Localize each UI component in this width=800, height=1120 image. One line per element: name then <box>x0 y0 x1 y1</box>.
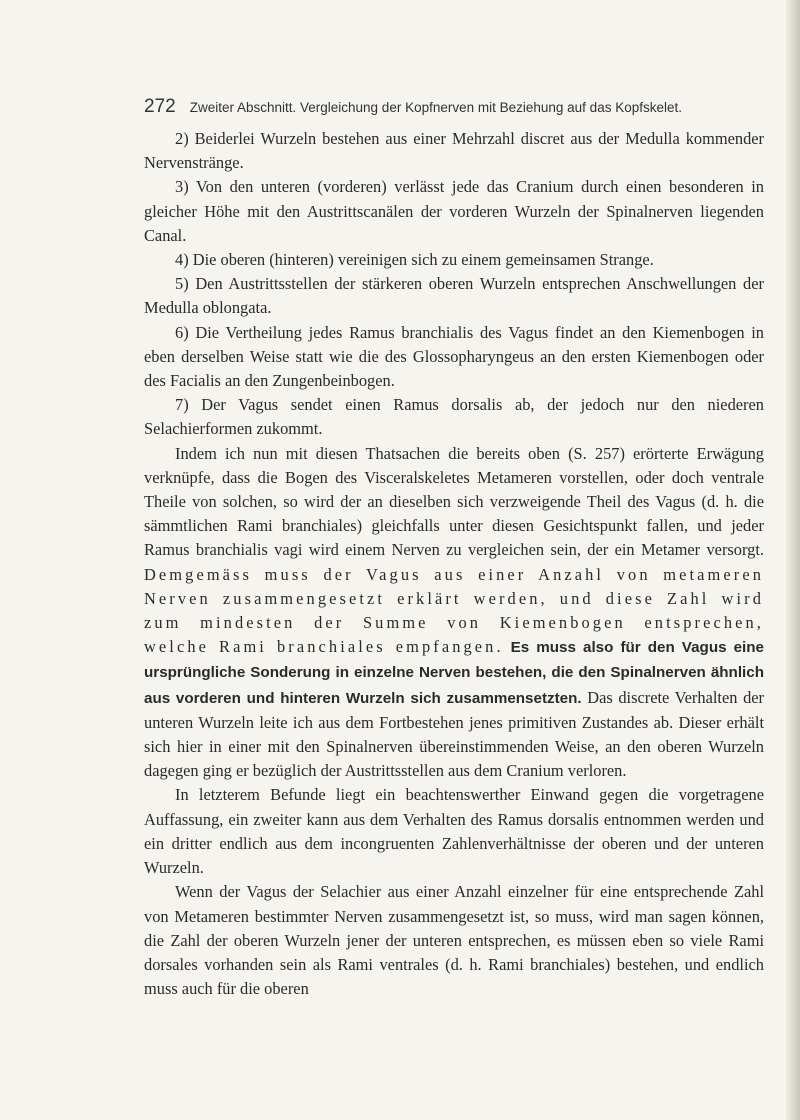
paragraph-7 <box>144 442 764 784</box>
paragraph-2: 3) Von den unteren (vorderen) verlässt jede das Cranium durch einen besonderen in gleicher Höhe mit den Austrittscanälen der vorderen Wurzeln der Spinalnerven liegenden Canal. <box>144 177 764 245</box>
paragraph-4: 5) Den Austrittsstellen der stärkeren oberen Wurzeln entsprechen Anschwellungen der Medulla oblongata. <box>144 274 764 318</box>
bold-emphasis: Es muss also für den Vagus eine ursprüngliche Sonderung in einzelne Nerven bestehen, die den Spinalnerven ähnlich aus vorderen und hinteren Wurzeln sich zusammensetzten. <box>144 639 764 707</box>
paragraph-3: 4) Die oberen (hinteren) vereinigen sich zu einem gemeinsamen Strange. <box>175 250 654 270</box>
paragraph-6: 7) Der Vagus sendet einen Ramus dorsalis ab, der jedoch nur den niederen Selachierformen zukommt. <box>144 395 764 439</box>
paragraph-7-tail: Das discrete Verhalten der unteren Wurzeln leite ich aus dem Fortbestehen jenes primitiven Zustandes ab. Dieser erhält sich hier in einer mit den Spinalnerven übereinstimmenden Weise, an den oberen Wurzeln dagegen ging er bezüglich der Austrittsstellen aus dem Cranium verloren. <box>144 687 764 781</box>
running-head <box>144 96 764 118</box>
spaced-emphasis: Demgemäss muss der Vagus aus einer Anzahl von metameren Nerven zusammengesetzt erklärt werden, und diese Zahl wird zum mindesten der Summe von Kiemenbogen entsprechen, welche Rami branchiales empfangen. <box>144 564 764 657</box>
paragraph-5: 6) Die Vertheilung jedes Ramus branchialis des Vagus findet an den Kiemenbogen in eben derselben Weise statt wie die des Glossopharyngeus an den ersten Kiemenbogen oder des Facialis an den Zungenbeinbogen. <box>144 322 764 391</box>
body-text <box>144 127 764 1001</box>
page-number: 272 <box>144 96 176 117</box>
page-edge-shadow <box>786 0 800 1120</box>
running-title: Zweiter Abschnitt. Vergleichung der Kopfnerven mit Beziehung auf das Kopfskelet. <box>189 100 682 115</box>
paragraph-8: In letzterem Befunde liegt ein beachtenswerther Einwand gegen die vorgetragene Auffassung, ein zweiter kann aus dem Verhalten des Ramus dorsalis entnommen werden und ein dritter endlich aus dem incongruenten Zahlenverhältnisse der oberen und der unteren Wurzeln. <box>144 785 764 878</box>
spacer <box>504 637 511 656</box>
paragraph-1: 2) Beiderlei Wurzeln bestehen aus einer Mehrzahl discret aus der Medulla kommender Nervenstränge. <box>144 129 764 173</box>
paragraph-9: Wenn der Vagus der Selachier aus einer Anzahl einzelner für eine entsprechende Zahl von Metameren bestimmter Nerven zusammengesetzt ist, so muss, wird man sagen können, die Zahl der oberen Wurzeln jener der unteren entsprechen, es müssen eben so viele Rami dorsales vorhanden sein als Rami ventrales (d. h. Rami branchiales) bestehen, und endlich muss auch für die oberen <box>144 882 764 999</box>
paragraph-7-text: Indem ich nun mit diesen Thatsachen die bereits oben (S. 257) erörterte Erwägung verknüpfe, dass die Bogen des Visceralskeletes Metameren vorstellen, oder doch ventrale Theile von solchen, so wird der an dieselben sich verzweigende Theil des Vagus (d. h. die sämmtlichen Rami branchiales) gleichfalls unter diesen Gesichtspunkt fallen, und jeder Ramus branchialis vagi wird einem Nerven zu vergleichen sein, der ein Metamer versorgt. <box>144 443 764 560</box>
